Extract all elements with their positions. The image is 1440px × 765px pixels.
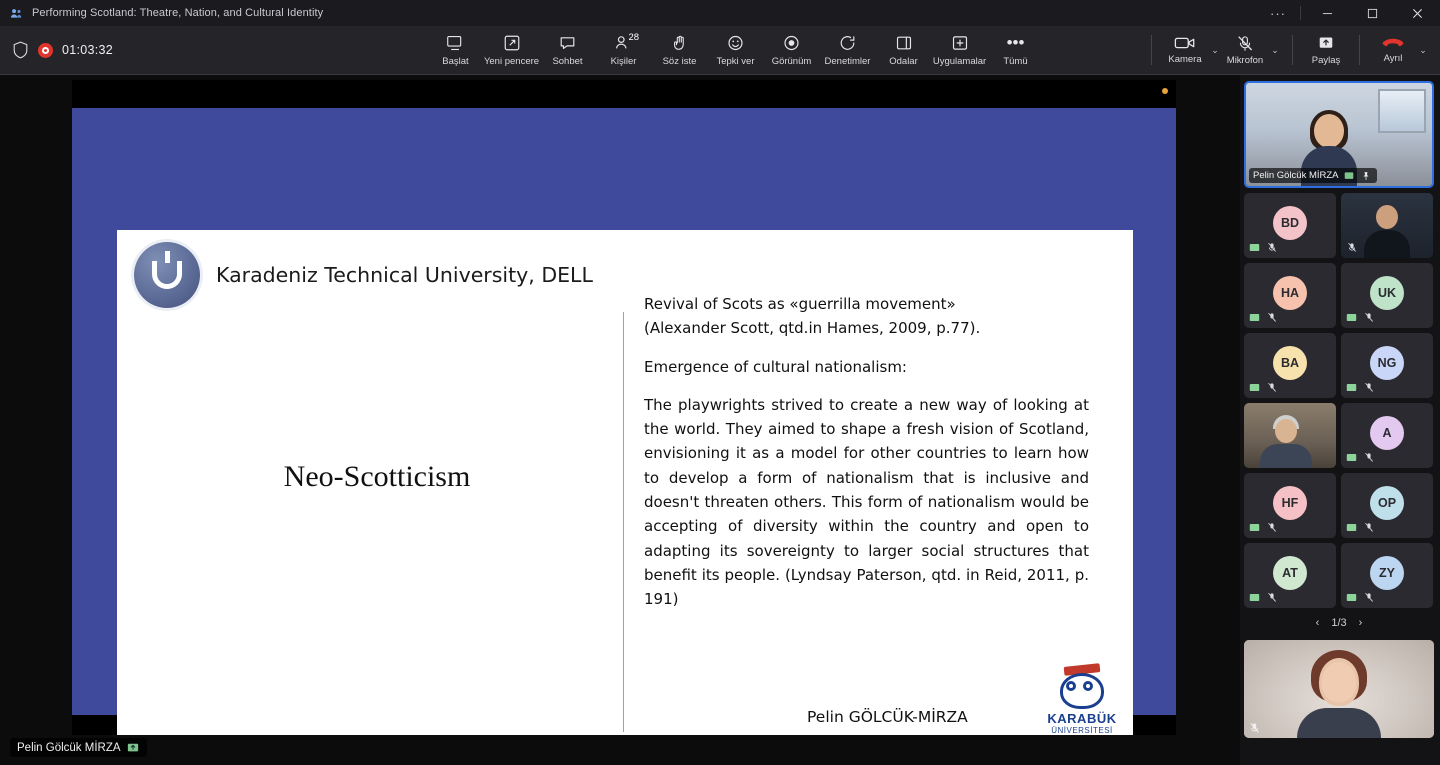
mic-off-icon (1362, 381, 1375, 394)
toolbar-item-label: Yeni pencere (483, 55, 540, 67)
mic-off-icon (1345, 241, 1358, 254)
toolbar-item-chat[interactable] (540, 27, 596, 74)
share-label: Paylaş (1311, 54, 1341, 66)
toolbar-item-start[interactable] (428, 27, 484, 74)
tile-badges (1248, 521, 1278, 534)
slide-paragraph-3: The playwrights strived to create a new way of looking at the world. They aimed to shape a fresh vision of Scotland, envisioning it as a model for other countries to learn how to develop a form of nationalism that is inclusive and doesn't threaten others. This form of nationalism would be accepting of diversity within the country and open to adapting its sovereignty to larger social structures that benefit its people. (Lyndsay Paterson, qtd. in Reid, 2011, p. 191) (644, 395, 1089, 609)
participant-tile[interactable] (1244, 543, 1336, 608)
pin-icon[interactable] (1360, 169, 1373, 182)
toolbar-item-view[interactable] (764, 27, 820, 74)
share-screen-icon (1316, 35, 1336, 52)
slide-paragraph-1-pre: Revival of Scots as «guerrilla movement» (644, 295, 956, 313)
mic-off-icon (1248, 721, 1261, 734)
self-view-tile[interactable] (1244, 640, 1434, 738)
window-overflow-button[interactable]: ··· (1270, 5, 1286, 21)
toolbar-right-group (1141, 27, 1440, 74)
participant-tile[interactable] (1341, 333, 1433, 398)
toolbar-center-group (330, 27, 1141, 74)
view-icon (782, 34, 801, 53)
leave-label: Ayrıl (1383, 53, 1403, 64)
share-active-icon (1248, 591, 1261, 604)
recording-dot (1162, 88, 1168, 94)
meeting-toolbar (0, 26, 1440, 75)
toolbar-item-reaction[interactable] (708, 27, 764, 74)
leave-control[interactable] (1370, 27, 1430, 74)
filmstrip-pager (1244, 610, 1434, 636)
mic-off-icon (1362, 451, 1375, 464)
slide-header-text: Karadeniz Technical University, DELL (216, 263, 593, 287)
chat-icon (558, 34, 577, 53)
toolbar-item-label: Tepki ver (716, 55, 755, 67)
share-active-icon (1248, 241, 1261, 254)
mic-off-icon (1265, 311, 1278, 324)
toolbar-item-label: Başlat (442, 55, 469, 67)
participant-tile[interactable] (1244, 473, 1336, 538)
pager-text: 1/3 (1331, 617, 1347, 629)
participant-video (1244, 403, 1336, 468)
avatar: UK (1370, 276, 1404, 310)
microphone-label: Mikrofon (1226, 54, 1264, 66)
participant-grid (1244, 193, 1434, 608)
karabuk-university-logo (1027, 655, 1137, 735)
mic-off-icon (1236, 35, 1254, 52)
share-active-icon (127, 741, 140, 754)
shared-content-stage (0, 75, 1240, 765)
share-active-icon (1248, 521, 1261, 534)
tile-badges (1345, 521, 1375, 534)
record-icon[interactable] (38, 43, 53, 58)
toolbar-item-label: Tümü (1003, 55, 1028, 67)
toolbar-item-more[interactable] (988, 27, 1044, 74)
avatar: NG (1370, 346, 1404, 380)
tile-badges (1345, 451, 1375, 464)
meeting-timer: 01:03:32 (62, 43, 114, 57)
tile-badges (1345, 311, 1375, 324)
toolbar-left-group (0, 41, 330, 59)
mic-off-icon (1265, 241, 1278, 254)
participant-tile[interactable] (1341, 263, 1433, 328)
title-bar (0, 0, 1440, 26)
participant-tile[interactable] (1244, 263, 1336, 328)
tile-badges (1345, 591, 1375, 604)
avatar: HA (1273, 276, 1307, 310)
mic-off-icon (1362, 591, 1375, 604)
participant-tile[interactable] (1341, 193, 1433, 258)
tile-badges (1248, 381, 1278, 394)
toolbar-item-label: Denetimler (824, 55, 871, 67)
pager-next-button[interactable]: › (1358, 617, 1363, 629)
titlebar-divider (1300, 6, 1301, 20)
avatar: ZY (1370, 556, 1404, 590)
participant-tile[interactable] (1341, 403, 1433, 468)
presenter-name: Pelin Gölcük MİRZA (17, 741, 121, 754)
toolbar-divider-3 (1359, 35, 1360, 65)
avatar: BD (1273, 206, 1307, 240)
slide-author: Pelin GÖLCÜK-MİRZA (807, 708, 968, 726)
slide-body (644, 292, 1089, 626)
start-video-share-icon (446, 34, 465, 53)
tile-badges (1345, 241, 1358, 254)
raise-hand-icon (671, 34, 689, 53)
participants-filmstrip (1240, 75, 1440, 765)
camera-control[interactable] (1162, 27, 1222, 74)
leave-chevron-down-icon[interactable]: ⌄ (1419, 44, 1427, 55)
self-view-badges (1248, 721, 1261, 734)
toolbar-item-people[interactable] (596, 27, 652, 74)
active-speaker-tile[interactable] (1244, 81, 1434, 188)
share-active-icon (1248, 311, 1261, 324)
toolbar-item-breakout-rooms[interactable] (876, 27, 932, 74)
meeting-app-icon (8, 5, 24, 21)
presentation-background (72, 108, 1176, 735)
share-active-icon (1345, 591, 1358, 604)
slide-divider (623, 312, 624, 732)
avatar: AT (1273, 556, 1307, 590)
presentation-slide (117, 230, 1133, 765)
window-title: Performing Scotland: Theatre, Nation, and Cultural Identity (32, 7, 324, 19)
avatar: A (1370, 416, 1404, 450)
shield-icon[interactable] (12, 41, 29, 59)
people-count-badge: 28 (628, 31, 640, 43)
share-control[interactable] (1303, 27, 1349, 74)
minimize-button[interactable] (1305, 0, 1350, 26)
mic-off-icon (1362, 311, 1375, 324)
close-button[interactable] (1395, 0, 1440, 26)
share-active-icon (1345, 311, 1358, 324)
toolbar-item-label: Uygulamalar (932, 55, 987, 67)
shared-screen-frame[interactable] (72, 80, 1176, 735)
toolbar-item-label: Söz iste (662, 55, 697, 67)
owl-icon (1054, 665, 1110, 711)
camera-label: Kamera (1168, 54, 1202, 65)
toolbar-item-label: Odalar (889, 55, 918, 67)
toolbar-item-apps[interactable] (932, 27, 988, 74)
slide-heading: Neo-Scotticism (283, 460, 471, 493)
maximize-button[interactable] (1350, 0, 1395, 26)
camera-off-icon (1174, 35, 1196, 51)
share-active-icon (1343, 169, 1356, 182)
mic-off-icon (1265, 591, 1278, 604)
mic-off-icon (1362, 521, 1375, 534)
toolbar-item-label: Kişiler (610, 55, 637, 67)
participant-tile[interactable] (1341, 543, 1433, 608)
toolbar-divider-2 (1292, 35, 1293, 65)
avatar: HF (1273, 486, 1307, 520)
new-window-icon (503, 34, 521, 53)
avatar: BA (1273, 346, 1307, 380)
avatar: OP (1370, 486, 1404, 520)
karabuk-logo-line1: KARABÜK (1047, 711, 1117, 726)
pager-prev-button[interactable]: ‹ (1315, 617, 1320, 629)
tile-badges (1345, 381, 1375, 394)
share-active-icon (1248, 381, 1261, 394)
mic-off-icon (1265, 521, 1278, 534)
tile-badges (1248, 241, 1278, 254)
stage-bottom-bar (0, 735, 1240, 765)
share-active-icon (1345, 381, 1358, 394)
toolbar-item-new-window[interactable] (484, 27, 540, 74)
camera-chevron-down-icon[interactable]: ⌄ (1211, 44, 1219, 55)
participant-tile[interactable] (1244, 193, 1336, 258)
presenter-name-chip (10, 738, 147, 757)
participant-tile[interactable] (1341, 473, 1433, 538)
microphone-chevron-down-icon[interactable]: ⌄ (1271, 44, 1279, 55)
breakout-rooms-icon (895, 34, 913, 53)
apps-icon (951, 34, 969, 53)
leave-call-icon (1382, 36, 1404, 50)
slide-paragraph-2: Emergence of cultural nationalism: (644, 357, 907, 376)
shared-screen-topbar (72, 80, 1176, 108)
toolbar-divider (1151, 35, 1152, 65)
active-speaker-label (1249, 168, 1377, 183)
slide-paragraph-1-post: (Alexander Scott, qtd.in Hames, 2009, p.77). (644, 319, 981, 338)
participant-tile[interactable] (1244, 333, 1336, 398)
toolbar-item-label: Sohbet (552, 55, 583, 67)
toolbar-item-raise-hand[interactable] (652, 27, 708, 74)
microphone-control[interactable] (1222, 27, 1282, 74)
tile-badges (1248, 591, 1278, 604)
self-view-video (1244, 640, 1434, 738)
controls-icon (838, 34, 857, 53)
share-active-icon (1345, 451, 1358, 464)
ktu-logo (134, 242, 200, 308)
toolbar-item-label: Görünüm (771, 55, 812, 67)
active-speaker-name: Pelin Gölcük MİRZA (1253, 170, 1339, 181)
slide-paragraph-1 (644, 292, 1089, 341)
more-icon: ••• (1006, 33, 1025, 52)
karabuk-logo-line2: ÜNİVERSİTESİ (1051, 726, 1113, 735)
mic-off-icon (1265, 381, 1278, 394)
tile-badges (1248, 311, 1278, 324)
share-active-icon (1345, 521, 1358, 534)
reaction-icon (726, 34, 745, 53)
toolbar-item-controls[interactable] (820, 27, 876, 74)
participant-tile[interactable] (1244, 403, 1336, 468)
slide-header (134, 242, 593, 308)
